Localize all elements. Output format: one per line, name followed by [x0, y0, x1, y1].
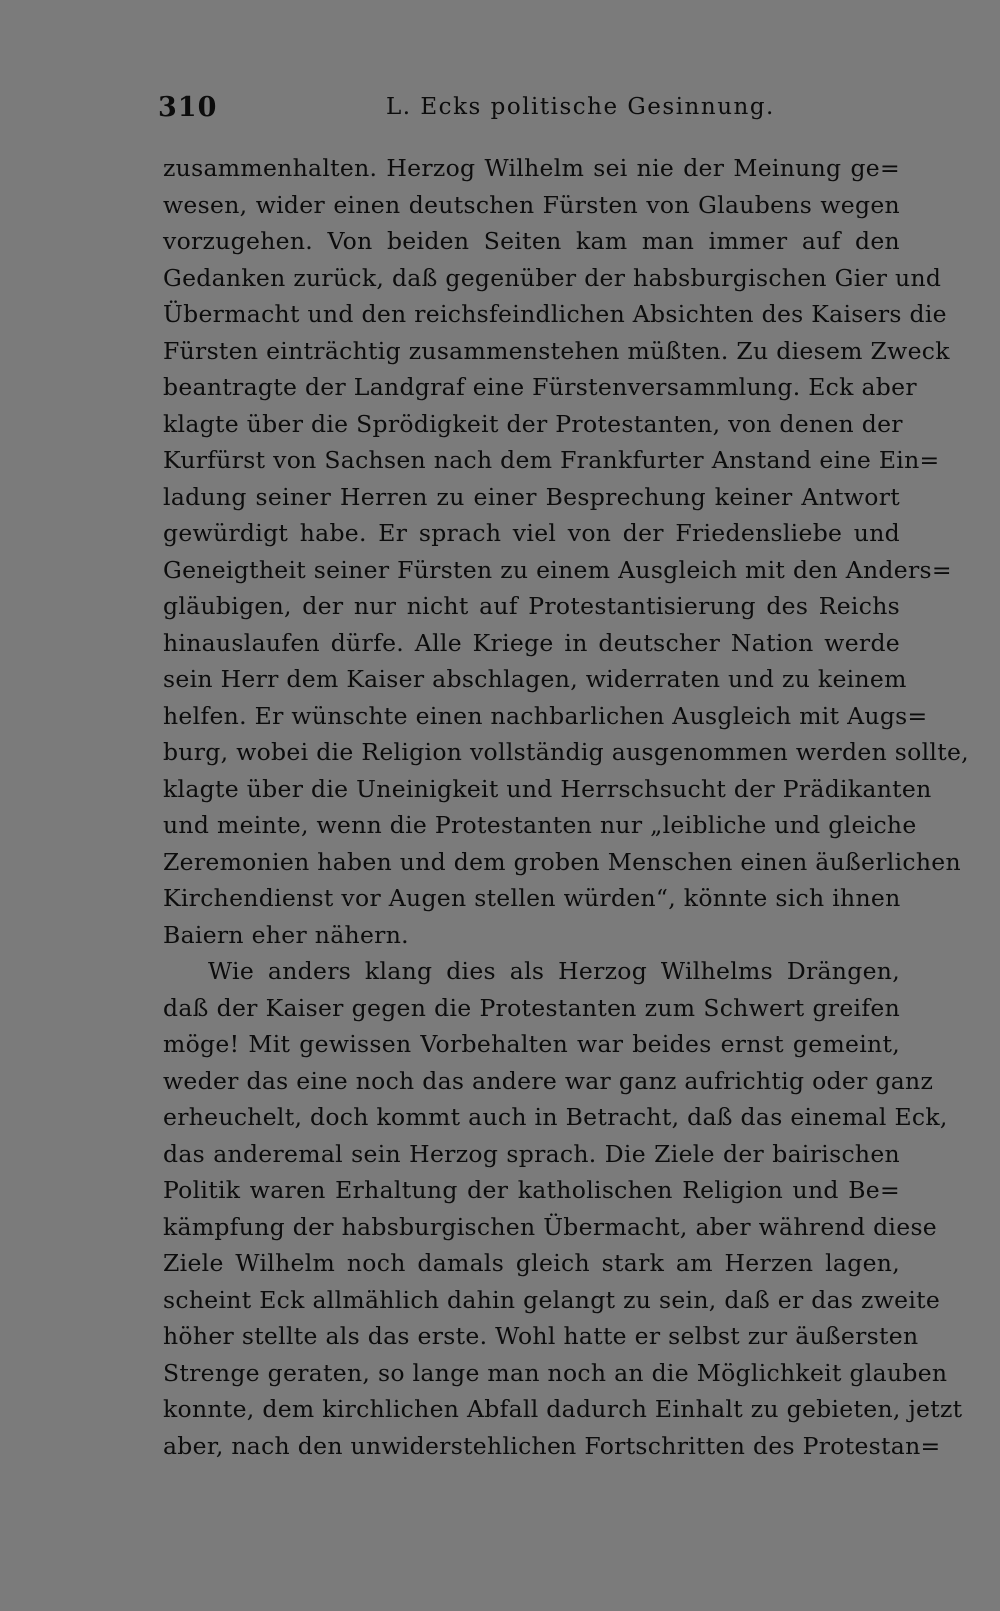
text-line: gewürdigt habe. Er sprach viel von der Friedensliebe und [163, 519, 900, 547]
text-line: scheint Eck allmählich dahin gelangt zu sein, daß er das zweite [163, 1285, 941, 1314]
text-line: Ziele Wilhelm noch damals gleich stark am Herzen lagen, [163, 1249, 900, 1277]
text-line: helfen. Er wünschte einen nachbarlichen Ausgleich mit Augs= [163, 701, 928, 730]
text-line: Übermacht und den reichsfeindlichen Absichten des Kaisers die [163, 300, 947, 328]
text-line: Politik waren Erhaltung der katholischen Religion und Be= [163, 1176, 900, 1204]
text-line: Wie anders klang dies als Herzog Wilhelms Drängen, [208, 957, 900, 985]
text-line: daß der Kaiser gegen die Protestanten zum Schwert greifen [163, 993, 900, 1022]
paragraph-2 [163, 953, 963, 1464]
text-line: Fürsten einträchtig zusammenstehen müßten. Zu diesem Zweck [163, 336, 950, 365]
text-line: vorzugehen. Von beiden Seiten kam man immer auf den [163, 227, 900, 255]
text-line: wesen, wider einen deutschen Fürsten von Glaubens wegen [163, 190, 900, 219]
text-line: kämpfung der habsburgischen Übermacht, aber während diese [163, 1212, 938, 1241]
text-line: Zeremonien haben und dem groben Menschen einen äußerlichen [163, 847, 961, 876]
text-line: höher stellte als das erste. Wohl hatte er selbst zur äußersten [163, 1322, 919, 1350]
body-text [163, 150, 969, 1464]
text-line: Geneigtheit seiner Fürsten zu einem Ausgleich mit den Anders= [163, 555, 952, 584]
text-line: Kurfürst von Sachsen nach dem Frankfurter Anstand eine Ein= [163, 446, 940, 474]
text-line: gläubigen, der nur nicht auf Protestantisierung des Reichs [163, 592, 900, 620]
text-line: klagte über die Sprödigkeit der Protestanten, von denen der [163, 409, 903, 438]
text-line: erheuchelt, doch kommt auch in Betracht, daß das einemal Eck, [163, 1103, 948, 1131]
text-line: Kirchendienst vor Augen stellen würden“, könnte sich ihnen [163, 884, 901, 912]
page-header [158, 92, 900, 132]
text-line: ladung seiner Herren zu einer Besprechung keiner Antwort [163, 482, 900, 511]
text-line: burg, wobei die Religion vollständig ausgenommen werden sollte, [163, 738, 969, 766]
text-line: klagte über die Uneinigkeit und Herrschsucht der Prädikanten [163, 774, 932, 803]
text-line: zusammenhalten. Herzog Wilhelm sei nie der Meinung ge= [163, 154, 900, 182]
text-line: möge! Mit gewissen Vorbehalten war beides ernst gemeint, [163, 1030, 900, 1058]
paragraph-1 [163, 150, 969, 953]
text-line: beantragte der Landgraf eine Fürstenversammlung. Eck aber [163, 373, 917, 401]
text-line: das anderemal sein Herzog sprach. Die Ziele der bairischen [163, 1139, 900, 1168]
text-line: hinauslaufen dürfe. Alle Kriege in deutscher Nation werde [163, 628, 900, 657]
running-head: L. Ecks politische Gesinnung. [386, 94, 775, 120]
text-line: konnte, dem kirchlichen Abfall dadurch Einhalt zu gebieten, jetzt [163, 1395, 963, 1423]
page-number: 310 [158, 92, 218, 123]
text-line: aber, nach den unwiderstehlichen Fortschritten des Protestan= [163, 1431, 941, 1460]
text-line: Baiern eher nähern. [163, 920, 409, 949]
text-line: weder das eine noch das andere war ganz aufrichtig oder ganz [163, 1066, 934, 1095]
text-line: sein Herr dem Kaiser abschlagen, widerraten und zu keinem [163, 665, 907, 693]
text-line: Strenge geraten, so lange man noch an die Möglichkeit glauben [163, 1358, 948, 1387]
text-line: Gedanken zurück, daß gegenüber der habsburgischen Gier und [163, 263, 942, 292]
text-line: und meinte, wenn die Protestanten nur „leibliche und gleiche [163, 811, 917, 839]
